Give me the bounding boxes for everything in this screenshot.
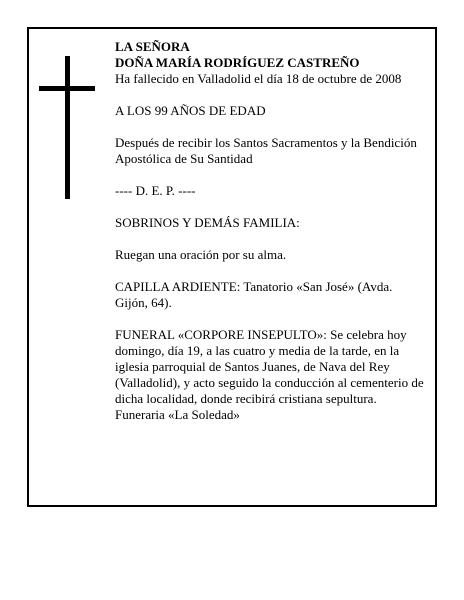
cross-vertical-bar <box>65 56 70 199</box>
death-line: Ha fallecido en Valladolid el día 18 de octubre de 2008 <box>115 71 402 86</box>
rip-line: ---- D. E. P. ---- <box>115 183 196 198</box>
notice-text <box>115 39 425 423</box>
sacraments-line: Después de recibir los Santos Sacramentos y la Bendición Apostólica de Su Santidad <box>115 135 417 166</box>
deceased-name: DOÑA MARÍA RODRÍGUEZ CASTREÑO <box>115 55 360 70</box>
chapel-line: CAPILLA ARDIENTE: Tanatorio «San José» (Avda. Gijón, 64). <box>115 279 393 310</box>
obituary-notice <box>27 27 437 507</box>
cross-horizontal-bar <box>39 86 95 91</box>
prayer-line: Ruegan una oración por su alma. <box>115 247 287 262</box>
title-line: LA SEÑORA <box>115 39 190 54</box>
funeral-line: FUNERAL «CORPORE INSEPULTO»: Se celebra hoy domingo, día 19, a las cuatro y media de la tarde, en la iglesia parroquial de Santos Juanes, de Nava del Rey (Valladolid), y acto seguido la conducción al cementerio de dicha localidad, donde recibirá cristiana sepultura. <box>115 327 424 406</box>
age-line: A LOS 99 AÑOS DE EDAD <box>115 103 266 118</box>
latin-cross-icon <box>39 56 95 199</box>
funeral-home-line: Funeraria «La Soledad» <box>115 407 240 422</box>
family-line: SOBRINOS Y DEMÁS FAMILIA: <box>115 215 300 230</box>
